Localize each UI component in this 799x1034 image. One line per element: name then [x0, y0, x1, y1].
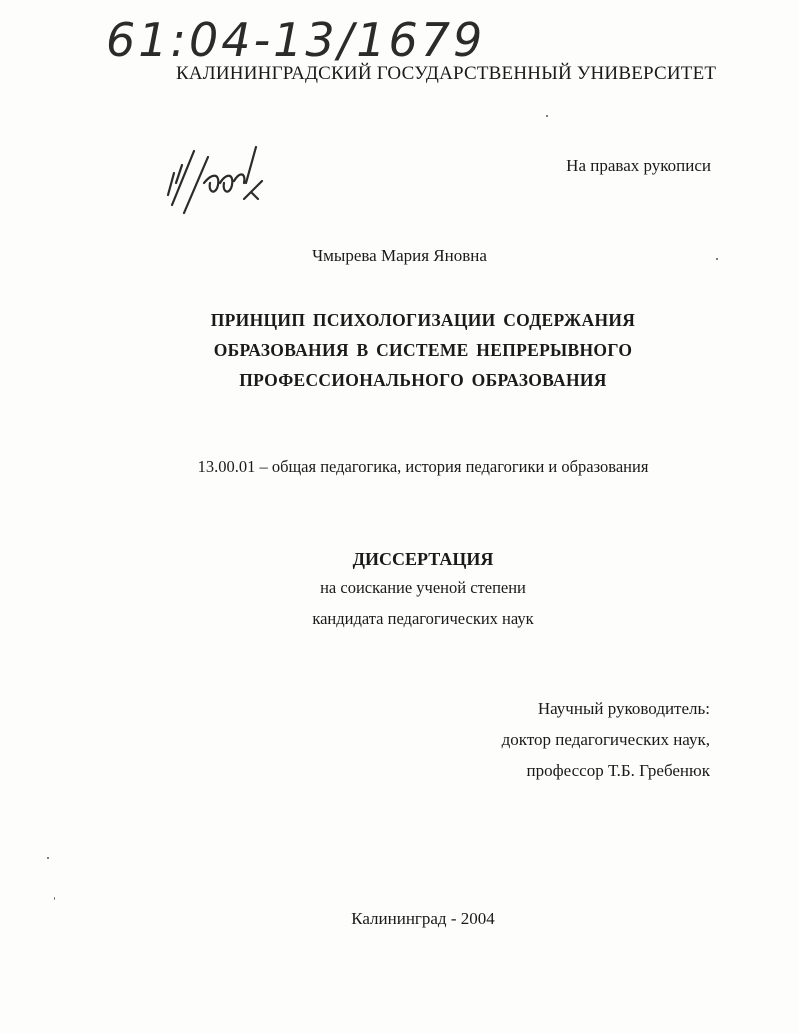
degree-line: на соискание ученой степени — [320, 578, 526, 597]
scan-speck — [54, 897, 55, 900]
degree-line: кандидата педагогических наук — [312, 609, 534, 628]
author-name — [0, 246, 799, 266]
city-and-year: Калининград - 2004 — [351, 909, 495, 928]
scan-speck — [47, 857, 49, 859]
university-name: КАЛИНИНГРАДСКИЙ ГОСУДАРСТВЕННЫЙ УНИВЕРСИТЕТ — [176, 63, 717, 84]
title-line: ПРИНЦИП ПСИХОЛОГИЗАЦИИ СОДЕРЖАНИЯ — [210, 310, 636, 330]
title-line: ОБРАЗОВАНИЯ В СИСТЕМЕ НЕПРЕРЫВНОГО — [213, 340, 633, 360]
manuscript-rights-note: На правах рукописи — [566, 156, 711, 175]
dissertation-title — [0, 305, 799, 395]
handwritten-signature — [160, 143, 270, 225]
title-line: ПРОФЕССИОНАЛЬНОГО ОБРАЗОВАНИЯ — [239, 370, 607, 390]
handwritten-catalog-text: 61:04-13/1679 — [106, 13, 486, 67]
author-name-text: Чмырева Мария Яновна — [312, 246, 487, 265]
dissertation-type-block — [0, 546, 799, 634]
advisor-line: Научный руководитель: — [537, 699, 710, 718]
scan-speck — [546, 115, 548, 117]
dissertation-heading: ДИССЕРТАЦИЯ — [352, 549, 494, 569]
specialty-code: 13.00.01 – общая педагогика, история педагогики и образования — [197, 457, 649, 476]
scientific-advisor — [502, 693, 710, 786]
advisor-line: доктор педагогических наук, — [501, 730, 710, 749]
scan-speck — [716, 258, 718, 260]
advisor-line: профессор Т.Б. Гребенюк — [526, 761, 710, 780]
